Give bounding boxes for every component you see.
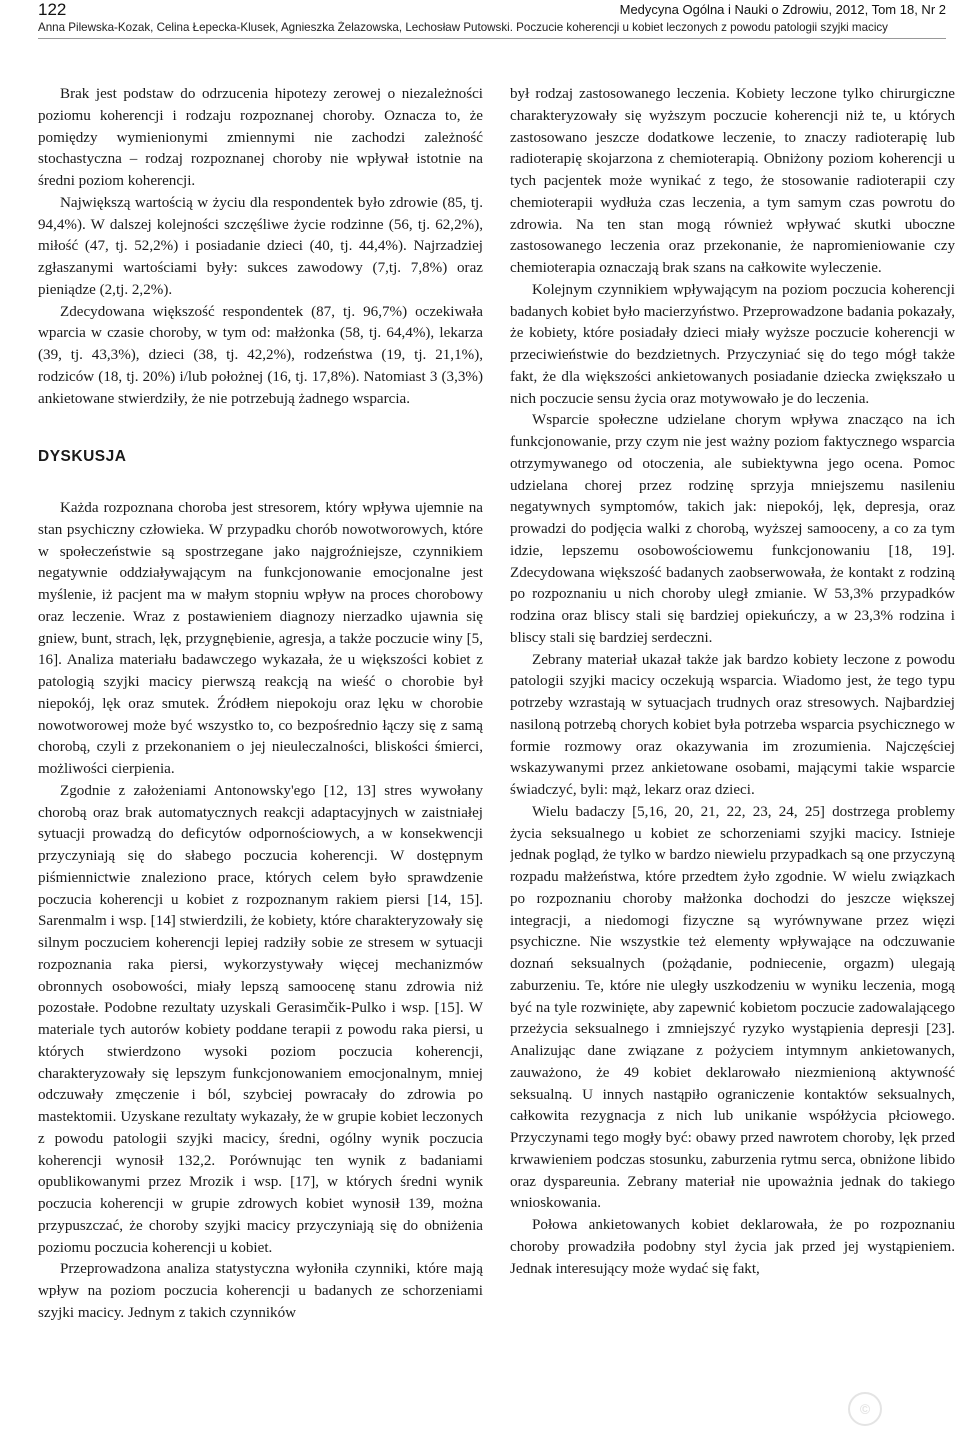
paragraph: Wielu badaczy [5,16, 20, 21, 22, 23, 24, 25] dostrzega problemy życia seksualnego u kobiet ze schorzeniami szyjki macicy. Istnieje jednak pogląd, że tylko w bardzo niewielu przypadkach są one przyczyną rozpadu małżeństwa, które przedtem żyło zgodnie. W wielu związkach po rozpoznaniu choroby małżonka dochodzi do jeszcze większej integracji, a niedomogi fizyczne są wyrównywane przez więzi psychiczne. Nie wszystkie też elementy wpływające na odczuwanie doznań seksualnych (pożądanie, podniecenie, orgazm) ulegają zaburzeniu. Te, które nie uległy uszkodzeniu w wyniku leczenia, mogą być na tyle rozwinięte, aby zapewnić kobietom poczucie zadowalającego przeżycia seksualnego i zmniejszyć ryzyko wystąpienia depresji [23]. Analizując dane związane z pożyciem intymnym ankietowanych, zauważono, że 49 kobiet deklarowało niezmienioną aktywność seksualną. U innych nastąpiło ograniczenie kontaktów seksualnych, całkowita rezygnacja z nich lub unikanie współżycia płciowego. Przyczynami tego mogły być: obawy przed nawrotem choroby, lęk przed krwawieniem podczas stosunku, zaburzenia rytmu serca, obniżone libido oraz dyspareunia. Zebrany materiał nie upoważnia jednak do takiego wnioskowania. xyxy=(510,803,955,1212)
section-heading: DYSKUSJA xyxy=(38,448,127,466)
paragraph: Zgodnie z założeniami Antonowsky'ego [12, 13] stres wywołany chorobą oraz brak automatycznych reakcji adaptacyjnych w zaistniałej sytuacji prowadzą do deficytów odpornościowych, a w konsekwencji przyczyniają się do słabego poczucia koherencji. W dostępnym piśmiennictwie znaleziono prace, których celem było sprawdzenie poczucia koherencji u kobiet z rozpoznanym rakiem piersi [14, 15]. Sarenmalm i wsp. [14] stwierdzili, że kobiety, które charakteryzowały się silnym poczuciem koherencji lepiej radziły sobie ze stresem w sytuacji rozpoznania raka piersi, wykorzystywały więcej mechanizmów obronnych osobowości, miały lepszą samoocenę stanu zdrowia niż pozostałe. Podobne rezultaty uzyskali Gerasimčik-Pulko i wsp. [15]. W materiale tych autorów kobiety poddane terapii z powodu raka piersi, u których stwierdzono wysoki poziom poczucia koherencji, charakteryzowały się lepszym funkcjonowaniem emocjonalnym, mniej odczuwały zmęczenie i ból, szybciej powracały do zdrowia po mastektomii. Uzyskane rezultaty wykazały, że w grupie kobiet leczonych z powodu patologii szyjki macicy, średni, ogólny wynik poczucia koherencji wynosił 132,2. Porównując ten wynik z badaniami opublikowanymi przez Mrozik i wsp. [17], w których średni wynik poczucia koherencji w grupie zdrowych kobiet wynosił 139, można przypuszczać, że choroby szyjki macicy przyczyniają się do obniżenia poziomu poczucia koherencji u kobiet. xyxy=(38,782,483,1256)
paragraph: Wsparcie społeczne udzielane chorym wpływa znacząco na ich funkcjonowanie, przy czym nie jest ważny poziom faktycznego wsparcia otrzymywanego od otoczenia, ale subiektywna jego ocena. Pomoc udzielana chorej przez rodzinę sprzyja mniejszemu nasileniu negatywnych symptomów, takich jak: niepokój, lęk, depresja, oraz prowadzi do podjęcia walki z chorobą, wyższej samooceny, a co za tym idzie, lepszemu osobowościowemu funkcjonowaniu [18, 19]. Zdecydowana większość badanych zaobserwowała, że kontakt z rodziną po rozpoznaniu u nich choroby uległ zmianie. W 53,3% przypadków rodzina oraz bliscy stali się bardziej opiekuńczy, a w 23,3% rodzina i bliscy stali się bardziej serdeczni. xyxy=(510,412,955,646)
journal-citation: Medycyna Ogólna i Nauki o Zdrowiu, 2012, Tom 18, Nr 2 xyxy=(619,2,946,17)
watermark-logo-icon: © xyxy=(848,1392,882,1426)
left-column xyxy=(38,84,483,1419)
paragraph: Brak jest podstaw do odrzucenia hipotezy zerowej o niezależności poziomu koherencji i rodzaju rozpoznanej choroby. Oznacza to, że pomiędzy wymienionymi zmiennymi nie zachodzi zależność stochastyczna – rodzaj rozpoznanej choroby nie wpływał istotnie na średni poziom koherencji. xyxy=(38,86,483,189)
paragraph: Największą wartością w życiu dla respondentek było zdrowie (85, tj. 94,4%). W dalszej kolejności szczęśliwe życie rodzinne (56, tj. 62,2%), miłość (47, tj. 52,2%) i posiadanie dzieci (40, tj. 44,4%). Najrzadziej zgłaszanymi wartościami były: sukces zawodowy (7,tj. 7,8%) oraz pieniądze (2,tj. 2,2%). xyxy=(38,194,483,298)
paragraph: Przeprowadzona analiza statystyczna wyłoniła czynniki, które mają wpływ na poziom poczucia koherencji u badanych ze schorzeniami szyjki macicy. Jednym z takich czynników xyxy=(38,1261,483,1321)
page-number: 122 xyxy=(38,0,67,19)
paragraph: Połowa ankietowanych kobiet deklarowała, że po rozpoznaniu choroby prowadziła podobny styl życia jak przed jej wystąpieniem. Jednak interesujący może wydać się fakt, xyxy=(510,1217,955,1277)
paragraph: Zdecydowana większość respondentek (87, tj. 96,7%) oczekiwała wparcia w czasie choroby, w tym od: małżonka (58, tj. 64,4%), lekarza (39, tj. 43,3%), dzieci (38, tj. 42,2%), rodzeństwa (19, tj. 21,1%), rodziców (18, tj. 20%) i/lub położnej (16, tj. 17,8%). Natomiast 3 (3,3%) ankietowane stwierdziły, że nie potrzebują żadnego wsparcia. xyxy=(38,303,483,407)
paragraph: Każda rozpoznana choroba jest stresorem, który wpływa ujemnie na stan psychiczny człowieka. W przypadku chorób nowotworowych, które w społeczeństwie są spostrzegane jako najgroźniejsze, czynnikiem negatywnie oddziaływającym na funkcjonowanie emocjonalne jest myślenie, iż pacjent ma w małym stopniu wpływ na proces chorobowy oraz leczenie. Wraz z postawieniem diagnozy nierzadko ujawnia się gniew, bunt, strach, lęk, przygnębienie, agresja, a także poczucie winy [5, 16]. Analiza materiału badawczego wykazała, że u większości kobiet z patologią szyjki macicy pierwszą reakcją na wieść o chorobie był niepokój, lęk oraz smutek. Źródłem niepokoju oraz lęku w chorobie nowotworowej może być wszystko to, co bezpośrednio łączy się z samą chorobą, czyli z przekonaniem o jej nieuleczalności, bliskości śmierci, możliwości cierpienia. xyxy=(38,500,483,777)
header-divider xyxy=(38,38,946,39)
paragraph: był rodzaj zastosowanego leczenia. Kobiety leczone tylko chirurgiczne charakteryzowały się wyższym poczucie koherencji niż te, u których zastosowano jeszcze dodatkowe leczenie, to znaczy radioterapię lub radioterapię skojarzona z chemioterapią. Obniżony poziom koherencji u tych pacjentek może wynikać z tego, że stosowanie radioterapii czy chemioterapii wydłuża czas leczenia, a tym samym czas powrotu do zdrowia. Na ten stan mogą również wpływać skutki uboczne zastosowanego leczenia oraz przekonanie, że napromieniowanie czy chemioterapia oznaczają brak szans na całkowite wyleczenie. xyxy=(510,86,955,276)
running-title: Anna Pilewska-Kozak, Celina Łepecka-Klusek, Agnieszka Żelazowska, Lechosław Putowski. Poczucie koherencji u kobiet leczonych z powodu patologii szyjki macicy xyxy=(38,21,888,34)
right-column xyxy=(510,84,955,1419)
paragraph: Zebrany materiał ukazał także jak bardzo kobiety leczone z powodu patologii szyjki macicy oczekują wsparcia. Wiadomo jest, że tego typu potrzeby wzrastają w sytuacjach trudnych oraz stresowych. Najbardziej nasiloną potrzebą chorych kobiet była potrzeba wsparcia psychicznego w formie rozmowy oraz okazywania im zrozumienia. Najczęściej wskazywanymi przez ankietowane osobami, mającymi takie wsparcie świadczyć, byli: mąż, lekarz oraz dzieci. xyxy=(510,651,955,798)
paragraph: Kolejnym czynnikiem wpływającym na poziom poczucia koherencji badanych kobiet było macierzyństwo. Przeprowadzone badania pokazały, że kobiety, które posiadały dzieci miały wyższe poczucie koherencji w przeciwieństwie do bezdzietnych. Przyczyniać się do tego mógł także fakt, że dla większości ankietowanych posiadanie dziecka zwiększało u nich poczucie sensu życia oraz motywowało je do leczenia. xyxy=(510,281,955,407)
